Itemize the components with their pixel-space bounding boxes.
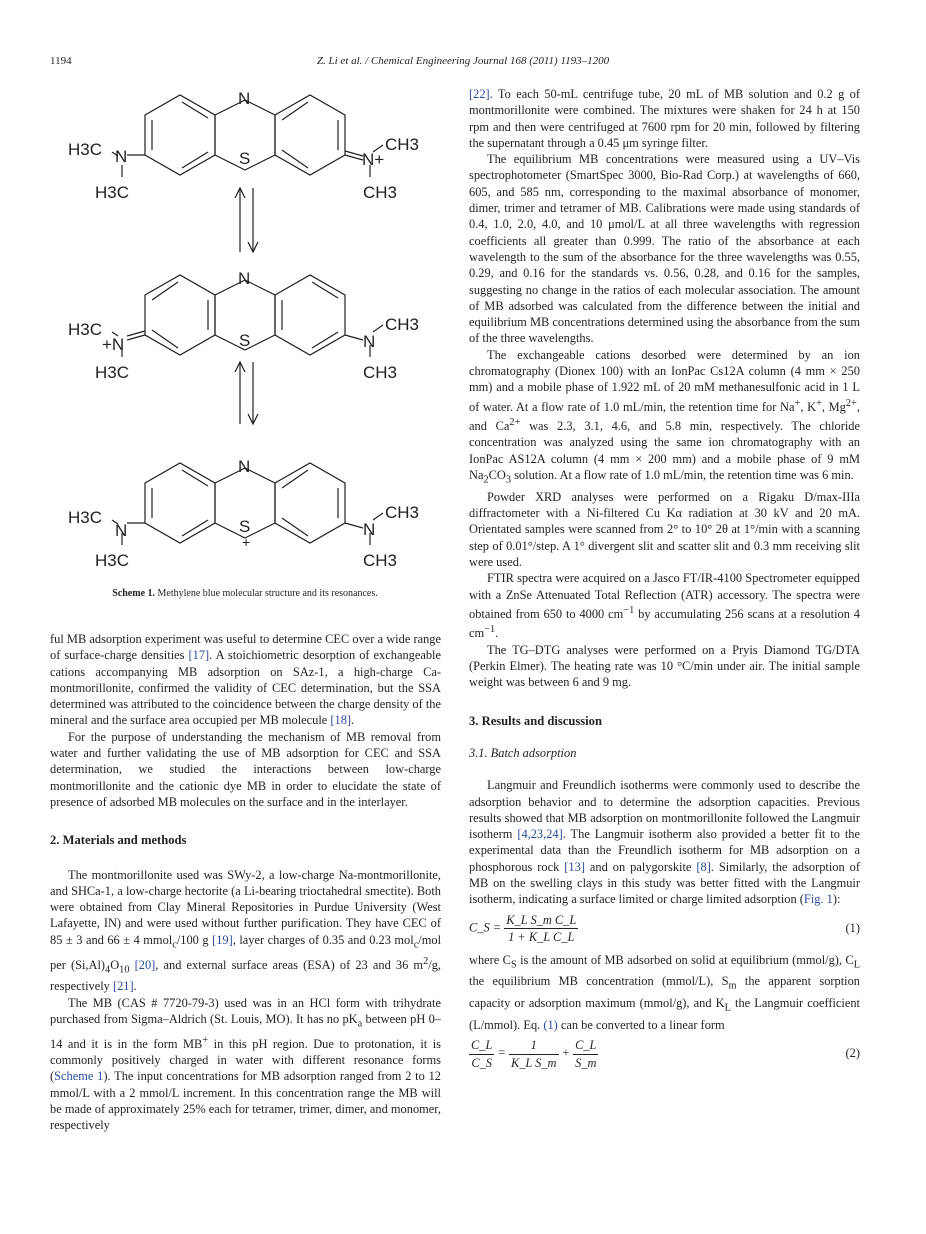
atom-n-plus-1: N+ (362, 150, 385, 169)
left-paragraph-2: For the purpose of understanding the mechanism of MB removal from water and further validating the use of MB adsorption for CEC and SSA determination, we studied the interactions between low-charge montmorillonite and the cationic dye MB in order to elucidate the state of presence of adsorbed MB molecules on the surface and in the interlayer. (50, 729, 441, 809)
page-number: 1194 (50, 55, 72, 67)
left-paragraph-3: The montmorillonite used was SWy-2, a low-charge Na-montmorillonite, and SHCa-1, a low-charge hectorite (a Li-bearing trioctahedral smectite). Both were obtained from Clay Mineral Repositories in Purdue University (West Lafayette, IN) and were used without further purification. They have CEC of 85 ± 3 and 66 ± 4 mmol$_c$/100 g [19], layer charges of 0.35 and 0.23 mol$_c$/mol per $(Si,Al)_4O_{10}$ [20], and external surface areas (ESA) of 23 and 36 $m^2/g$, respectively [21]. (50, 867, 442, 994)
atom-n-3: N (238, 457, 251, 476)
eq2-number: (2) (845, 1046, 860, 1061)
left-column (50, 631, 441, 1134)
methyl-h3c-3a: H3C (68, 508, 103, 527)
methyl-ch3-1b: CH3 (363, 183, 398, 202)
eq1-number: (1) (845, 920, 860, 935)
atom-n-amine-1: N (115, 147, 128, 166)
methyl-h3c-2b: H3C (95, 363, 130, 382)
citation-4-23-24[interactable]: [4,23,24] (517, 827, 563, 842)
atom-n-2: N (238, 269, 251, 288)
atom-s-2: S (239, 331, 251, 350)
right-paragraph-8: where $C_S$ is the amount of MB adsorbed on solid at equilibrium (mmol/g), $C_L$ the equilibrium MB concentration (mmol/L), $S_m$ the apparent sorption capacity or adsorption maximum (mmol/g), and $K_L$ the Langmuir coefficient (L/mmol). Eq. (1) can be converted to a linear form (469, 952, 861, 1032)
right-paragraph-2: The equilibrium MB concentrations were measured using a UV–Vis spectrophotometer (SmartSpec 3000, Bio-Rad Corp.) at wavelengths of 660, 605, and 585 nm, corresponding to the maximal absorbance of monomer, dimer, trimer and tetramer of MB. Calibrations were made using standards of 0.4, 1.0, 2.0, 4.0, and 10 μmol/L at all three wavelengths with regression coefficients all greater than 0.999. The ratio of the absorbance at each wavelength to the sum of the absorbance for the three wavelengths was 0.55, 0.29, and 0.16 for the standards vs. 0.56, 0.28, and 0.16 for the samples, suggesting no change in the ratios of each molecular association. The amount of MB adsorbed was calculated from the difference between the initial and equilibrium MB concentrations determined using the absorbance from the sum of the three wavelengths. (469, 152, 860, 346)
methyl-h3c-1a: H3C (68, 140, 103, 159)
methyl-ch3-3a: CH3 (385, 503, 420, 522)
fig-1-link[interactable]: Fig. 1 (803, 892, 833, 907)
section-3-heading: 3. Results and discussion (469, 713, 602, 728)
citation-18[interactable]: [18] (330, 713, 352, 728)
citation-22[interactable]: [22] (469, 87, 490, 101)
equation-2: $\frac{C\_L}{C\_S}$ = $\frac{1}{\text{K\_L S\_m}}$ + $\frac{C\_L}{S\_m}$ (2) (471, 1038, 860, 1070)
citation-19[interactable]: [19] (212, 932, 233, 947)
eq1-lhs: C_S = (469, 920, 502, 935)
methyl-ch3-2b: CH3 (363, 363, 398, 382)
atom-n-amine-2: N (363, 332, 376, 351)
citation-20[interactable]: [20] (134, 957, 156, 972)
scheme-caption-text: Methylene blue molecular structure and its resonances. (157, 588, 378, 599)
right-column (469, 86, 860, 1077)
atom-n-plus-2: +N (102, 335, 125, 354)
atom-s-3: S (239, 517, 251, 536)
right-paragraph-3: The exchangeable cations desorbed were determined by an ion chromatography (Dionex 100) with an IonPac Cs12A column (4 mm × 250 mm) and a mobile phase of 1.922 mL of 20 mM methanesulfonic acid in 1 L of water. At a flow rate of 1.0 mL/min, the retention time for Na+, K+, $Mg^{2+}$, and $Ca^{2+}$ was 2.3, 3.1, 4.6, and 5.8 min, respectively. The chloride concentration was analyzed using the same ion chromatography with an IonPac AS12A column (4 mm × 200 mm) and a mobile phase of 9 mM $Na_2CO_3$ solution. At a flow rate of 1.0 mL/min, the retention time was 6 min. (469, 347, 860, 486)
methyl-h3c-2a: H3C (68, 320, 103, 339)
atom-n-1: N (238, 89, 251, 108)
methyl-ch3-1a: CH3 (385, 135, 420, 154)
citation-8[interactable]: [8] (696, 859, 711, 874)
scheme-caption (50, 588, 440, 599)
methyl-h3c-1b: H3C (95, 183, 130, 202)
section-2-heading: 2. Materials and methods (50, 833, 187, 848)
left-paragraph-1: ful MB adsorption experiment was useful to determine CEC over a wide range of surface-charge densities [17]. A stoichiometric desorption of exchangeable cations accompanying MB adsorption on SAz-1, a high-charge Ca-montmorillonite, confirmed the validity of CEC determination, but the SSA determined was attributed to the coincidence between the charge density of the mineral and the surface area occupied per MB molecule [18]. (50, 632, 441, 728)
equation-1 (469, 908, 860, 952)
running-title: Z. Li et al. / Chemical Engineering Journal 168 (2011) 1193–1200 (316, 55, 610, 67)
eq-1-link[interactable]: (1) (543, 1017, 558, 1032)
eq1-fraction: $\frac{\text{K\_L S\_m C\_L}}{\text{1 + K\_L C\_L}}$ (506, 912, 577, 944)
subsection-3-1-heading: 3.1. Batch adsorption (469, 745, 577, 760)
methyl-h3c-3b: H3C (95, 551, 130, 570)
atom-s-1: S (239, 149, 251, 168)
scheme-caption-label: Scheme 1. (112, 588, 156, 599)
citation-21[interactable]: [21] (112, 979, 134, 994)
left-paragraph-4: The MB (CAS # 7720-79-3) used was in an HCl form with trihydrate purchased from Sigma–Aldrich (St. Louis, MO). It has no $pK_a$ between pH 0–14 and it is in the form MB+ in this pH region. Due to protonation, it is commonly positively charged in water with different resonance forms (Scheme 1). The input concentrations for MB adsorption ranged from 2 to 12 mmol/L with a 2 mmol/L increment. In this concentration range the MB will be made of approximately 25% each for tetramer, trimer, dimer, and monomer, respectively (50, 995, 442, 1133)
scheme-1-figure (50, 80, 440, 580)
right-paragraph-4: Powder XRD analyses were performed on a Rigaku D/max-IIIa diffractometer with a Ni-filtered Cu Kα radiation at 30 kV and 20 mA. Orientated samples were scanned from 2° to 10° 2θ at 1°/min with a scanning step of 0.01°/step. A 1° divergent slit and scatter slit and 0.3 mm receiving slit were used. (469, 489, 860, 570)
citation-13[interactable]: [13] (564, 859, 585, 874)
atom-n-amine-3b: N (363, 520, 376, 539)
charge-plus-3: + (242, 534, 251, 550)
citation-17[interactable]: [17] (188, 648, 210, 663)
scheme-1-link[interactable]: Scheme 1 (54, 1069, 104, 1084)
right-paragraph-7: Langmuir and Freundlich isotherms were commonly used to describe the adsorption behavior and to determine the adsorption capacities. Previous results showed that MB adsorption on montmorillonite followed the Langmuir isotherm [4,23,24]. The Langmuir isotherm also provided a better fit to the experimental data than the Freundlich isotherm for MB adsorption on a phosphorous rock [13] and on palygorskite [8]. Similarly, the adsorption of MB on the swelling clays in this study was better fitted with the Langmuir isotherm, indicating a surface limited or charge limited adsorption (Fig. 1): (469, 778, 860, 907)
right-paragraph-1: [22]. To each 50-mL centrifuge tube, 20 mL of MB solution and 0.2 g of montmorillonite were combined. The mixtures were shaken for 24 h at 150 rpm and then were centrifuged at 7600 rpm for 20 min, followed by filtering the supernatant through a 0.45 μm syringe filter. (469, 87, 860, 150)
right-paragraph-6: The TG–DTG analyses were performed on a Pryis Diamond TG/DTA (Perkin Elmer). The heating rate was 10 °C/min under air. The initial sample weight was between 6 and 9 mg. (469, 642, 860, 690)
right-paragraph-5: FTIR spectra were acquired on a Jasco FT/IR-4100 Spectrometer equipped with a ZnSe Attenuated Total Reflection (ATR) accessory. The spectra were obtained from 650 to 4000 $cm^{-1}$ by accumulating 256 scans at a resolution 4 $cm^{-1}$. (469, 571, 860, 641)
methyl-ch3-3b: CH3 (363, 551, 398, 570)
atom-n-amine-3a: N (115, 521, 128, 540)
methyl-ch3-2a: CH3 (385, 315, 420, 334)
